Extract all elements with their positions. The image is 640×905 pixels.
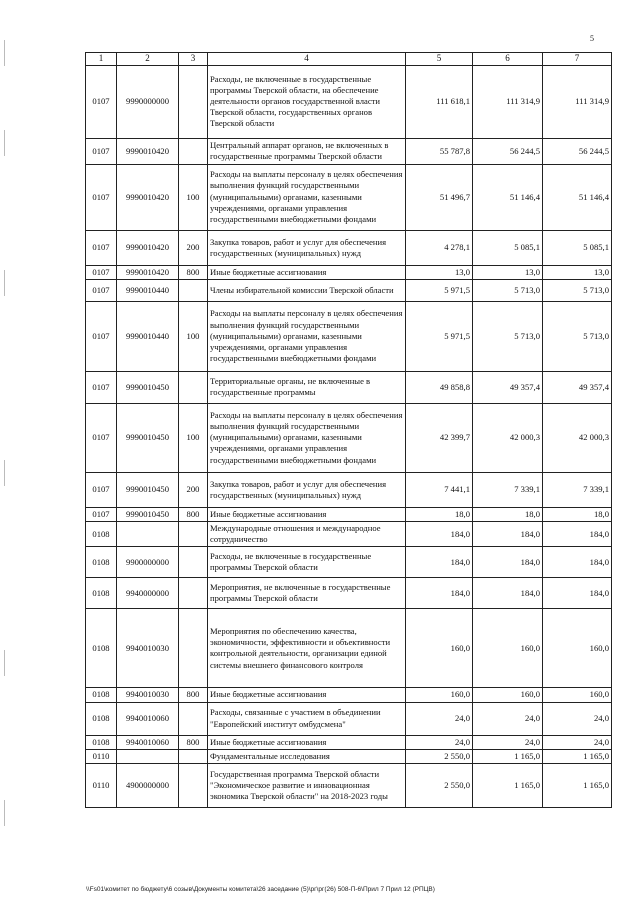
- header-row: [86, 53, 612, 66]
- section-code-cell: 0108: [86, 522, 117, 547]
- expense-type-cell: [179, 702, 208, 735]
- section-code-cell: 0107: [86, 507, 117, 521]
- amount-2021-cell: 111 618,1: [406, 65, 473, 138]
- expense-type-cell: 100: [179, 164, 208, 230]
- target-article-cell: 9940010030: [117, 688, 179, 702]
- target-article-cell: 9990010440: [117, 279, 179, 301]
- section-code-cell: 0107: [86, 279, 117, 301]
- target-article-cell: 9990010450: [117, 472, 179, 507]
- section-code-cell: 0108: [86, 609, 117, 688]
- table-row: [86, 230, 612, 265]
- expense-type-cell: 800: [179, 507, 208, 521]
- expense-type-cell: [179, 522, 208, 547]
- description-cell: Территориальные органы, не включенные в государственные программы: [208, 371, 406, 403]
- amount-2023-cell: 42 000,3: [543, 403, 612, 472]
- amount-2022-cell: 111 314,9: [473, 65, 543, 138]
- scan-margin-marks: [4, 40, 6, 840]
- amount-2022-cell: 51 146,4: [473, 164, 543, 230]
- target-article-cell: 9990010420: [117, 265, 179, 279]
- amount-2023-cell: 5 713,0: [543, 279, 612, 301]
- table-row: [86, 164, 612, 230]
- amount-2021-cell: 5 971,5: [406, 279, 473, 301]
- amount-2021-cell: 184,0: [406, 578, 473, 609]
- file-path-footer: \\Fs01\комитет по бюджету\6 созыв\Документы комитета\26 заседание (5)\рг\рг(26) 508-П-6\Прил 7 Прил 12 (РПЦВ): [86, 886, 435, 893]
- amount-2021-cell: 160,0: [406, 688, 473, 702]
- section-code-cell: 0107: [86, 164, 117, 230]
- amount-2021-cell: 160,0: [406, 609, 473, 688]
- amount-2022-cell: 5 085,1: [473, 230, 543, 265]
- target-article-cell: [117, 749, 179, 763]
- table-row: [86, 735, 612, 749]
- description-cell: Мероприятия по обеспечению качества, экономичности, эффективности и объективности контрольной деятельности, организации единой системы внешнего финансового контроля: [208, 609, 406, 688]
- target-article-cell: 9990010450: [117, 403, 179, 472]
- amount-2023-cell: 13,0: [543, 265, 612, 279]
- section-code-cell: 0108: [86, 735, 117, 749]
- section-code-cell: 0107: [86, 265, 117, 279]
- expense-type-cell: 200: [179, 230, 208, 265]
- amount-2022-cell: 5 713,0: [473, 279, 543, 301]
- amount-2022-cell: 5 713,0: [473, 301, 543, 371]
- amount-2023-cell: 1 165,0: [543, 763, 612, 807]
- amount-2021-cell: 2 550,0: [406, 763, 473, 807]
- table-row: [86, 301, 612, 371]
- description-cell: Иные бюджетные ассигнования: [208, 735, 406, 749]
- section-code-cell: 0107: [86, 230, 117, 265]
- expense-type-cell: [179, 279, 208, 301]
- section-code-cell: 0108: [86, 702, 117, 735]
- header-cell: 4: [208, 53, 406, 66]
- amount-2022-cell: 56 244,5: [473, 138, 543, 164]
- expense-type-cell: [179, 65, 208, 138]
- amount-2021-cell: 13,0: [406, 265, 473, 279]
- description-cell: Центральный аппарат органов, не включенных в государственные программы Тверской области: [208, 138, 406, 164]
- table-row: [86, 279, 612, 301]
- section-code-cell: 0107: [86, 403, 117, 472]
- header-cell: 2: [117, 53, 179, 66]
- target-article-cell: 9990010420: [117, 230, 179, 265]
- amount-2023-cell: 5 713,0: [543, 301, 612, 371]
- target-article-cell: 9900000000: [117, 547, 179, 578]
- target-article-cell: 9990010420: [117, 164, 179, 230]
- table-body: [86, 65, 612, 807]
- table-row: [86, 472, 612, 507]
- description-cell: Расходы на выплаты персоналу в целях обеспечения выполнения функций государственными (муниципальными) органами, казенными учреждениями, органами управления государственными внебюджетными фондами: [208, 301, 406, 371]
- target-article-cell: [117, 522, 179, 547]
- amount-2023-cell: 51 146,4: [543, 164, 612, 230]
- amount-2022-cell: 1 165,0: [473, 763, 543, 807]
- table-row: [86, 522, 612, 547]
- amount-2023-cell: 160,0: [543, 609, 612, 688]
- header-cell: 6: [473, 53, 543, 66]
- section-code-cell: 0107: [86, 138, 117, 164]
- section-code-cell: 0107: [86, 371, 117, 403]
- section-code-cell: 0107: [86, 65, 117, 138]
- amount-2022-cell: 24,0: [473, 702, 543, 735]
- amount-2022-cell: 184,0: [473, 547, 543, 578]
- section-code-cell: 0108: [86, 578, 117, 609]
- table-row: [86, 702, 612, 735]
- target-article-cell: 9940010030: [117, 609, 179, 688]
- amount-2021-cell: 184,0: [406, 522, 473, 547]
- amount-2023-cell: 24,0: [543, 735, 612, 749]
- amount-2022-cell: 160,0: [473, 688, 543, 702]
- amount-2022-cell: 42 000,3: [473, 403, 543, 472]
- table-row: [86, 371, 612, 403]
- amount-2021-cell: 55 787,8: [406, 138, 473, 164]
- target-article-cell: 9940010060: [117, 702, 179, 735]
- table-row: [86, 507, 612, 521]
- target-article-cell: 9990010450: [117, 371, 179, 403]
- amount-2023-cell: 49 357,4: [543, 371, 612, 403]
- amount-2023-cell: 184,0: [543, 547, 612, 578]
- table-row: [86, 578, 612, 609]
- amount-2022-cell: 184,0: [473, 522, 543, 547]
- section-code-cell: 0107: [86, 301, 117, 371]
- expense-type-cell: [179, 609, 208, 688]
- expense-type-cell: 800: [179, 265, 208, 279]
- table-row: [86, 65, 612, 138]
- amount-2021-cell: 7 441,1: [406, 472, 473, 507]
- expense-type-cell: [179, 138, 208, 164]
- expense-type-cell: 800: [179, 688, 208, 702]
- section-code-cell: 0108: [86, 688, 117, 702]
- description-cell: Расходы на выплаты персоналу в целях обеспечения выполнения функций государственными (муниципальными) органами, казенными учреждениями, органами управления государственными внебюджетными фондами: [208, 403, 406, 472]
- amount-2023-cell: 1 165,0: [543, 749, 612, 763]
- amount-2023-cell: 18,0: [543, 507, 612, 521]
- amount-2023-cell: 56 244,5: [543, 138, 612, 164]
- amount-2021-cell: 42 399,7: [406, 403, 473, 472]
- amount-2021-cell: 49 858,8: [406, 371, 473, 403]
- table-row: [86, 138, 612, 164]
- header-cell: 7: [543, 53, 612, 66]
- expense-type-cell: [179, 371, 208, 403]
- section-code-cell: 0108: [86, 547, 117, 578]
- description-cell: Закупка товаров, работ и услуг для обеспечения государственных (муниципальных) нужд: [208, 472, 406, 507]
- target-article-cell: 9990010440: [117, 301, 179, 371]
- expense-type-cell: [179, 547, 208, 578]
- description-cell: Расходы, не включенные в государственные программы Тверской области, на обеспечение деятельности органов государственной власти Тверской области, государственных органов Тверской области: [208, 65, 406, 138]
- expense-type-cell: [179, 763, 208, 807]
- amount-2022-cell: 7 339,1: [473, 472, 543, 507]
- amount-2022-cell: 1 165,0: [473, 749, 543, 763]
- budget-table: [85, 52, 612, 808]
- amount-2021-cell: 51 496,7: [406, 164, 473, 230]
- amount-2022-cell: 184,0: [473, 578, 543, 609]
- expense-type-cell: [179, 578, 208, 609]
- expense-type-cell: 100: [179, 301, 208, 371]
- amount-2023-cell: 5 085,1: [543, 230, 612, 265]
- description-cell: Фундаментальные исследования: [208, 749, 406, 763]
- amount-2023-cell: 184,0: [543, 522, 612, 547]
- section-code-cell: 0110: [86, 763, 117, 807]
- amount-2022-cell: 160,0: [473, 609, 543, 688]
- description-cell: Мероприятия, не включенные в государственные программы Тверской области: [208, 578, 406, 609]
- amount-2021-cell: 2 550,0: [406, 749, 473, 763]
- target-article-cell: 9990010420: [117, 138, 179, 164]
- description-cell: Расходы, связанные с участием в объединении "Европейский институт омбудсмена": [208, 702, 406, 735]
- target-article-cell: 9940000000: [117, 578, 179, 609]
- amount-2021-cell: 5 971,5: [406, 301, 473, 371]
- page-number: 5: [590, 34, 594, 43]
- target-article-cell: 9990010450: [117, 507, 179, 521]
- description-cell: Иные бюджетные ассигнования: [208, 265, 406, 279]
- target-article-cell: 9940010060: [117, 735, 179, 749]
- amount-2021-cell: 4 278,1: [406, 230, 473, 265]
- description-cell: Иные бюджетные ассигнования: [208, 688, 406, 702]
- header-cell: 5: [406, 53, 473, 66]
- amount-2022-cell: 18,0: [473, 507, 543, 521]
- amount-2022-cell: 24,0: [473, 735, 543, 749]
- target-article-cell: 9990000000: [117, 65, 179, 138]
- amount-2023-cell: 160,0: [543, 688, 612, 702]
- amount-2022-cell: 49 357,4: [473, 371, 543, 403]
- amount-2023-cell: 24,0: [543, 702, 612, 735]
- amount-2023-cell: 184,0: [543, 578, 612, 609]
- expense-type-cell: 200: [179, 472, 208, 507]
- table-row: [86, 403, 612, 472]
- description-cell: Международные отношения и международное сотрудничество: [208, 522, 406, 547]
- header-cell: 1: [86, 53, 117, 66]
- description-cell: Иные бюджетные ассигнования: [208, 507, 406, 521]
- table-row: [86, 609, 612, 688]
- table-row: [86, 749, 612, 763]
- section-code-cell: 0110: [86, 749, 117, 763]
- amount-2021-cell: 18,0: [406, 507, 473, 521]
- table-row: [86, 688, 612, 702]
- amount-2023-cell: 111 314,9: [543, 65, 612, 138]
- amount-2021-cell: 24,0: [406, 735, 473, 749]
- table-row: [86, 547, 612, 578]
- expense-type-cell: 800: [179, 735, 208, 749]
- table-row: [86, 763, 612, 807]
- amount-2023-cell: 7 339,1: [543, 472, 612, 507]
- expense-type-cell: 100: [179, 403, 208, 472]
- description-cell: Государственная программа Тверской области "Экономическое развитие и инновационная экономика Тверской области" на 2018-2023 годы: [208, 763, 406, 807]
- description-cell: Члены избирательной комиссии Тверской области: [208, 279, 406, 301]
- amount-2021-cell: 24,0: [406, 702, 473, 735]
- description-cell: Расходы, не включенные в государственные программы Тверской области: [208, 547, 406, 578]
- section-code-cell: 0107: [86, 472, 117, 507]
- expense-type-cell: [179, 749, 208, 763]
- header-cell: 3: [179, 53, 208, 66]
- description-cell: Расходы на выплаты персоналу в целях обеспечения выполнения функций государственными (муниципальными) органами, казенными учреждениями, органами управления государственными внебюджетными фондами: [208, 164, 406, 230]
- target-article-cell: 4900000000: [117, 763, 179, 807]
- amount-2022-cell: 13,0: [473, 265, 543, 279]
- description-cell: Закупка товаров, работ и услуг для обеспечения государственных (муниципальных) нужд: [208, 230, 406, 265]
- amount-2021-cell: 184,0: [406, 547, 473, 578]
- table-row: [86, 265, 612, 279]
